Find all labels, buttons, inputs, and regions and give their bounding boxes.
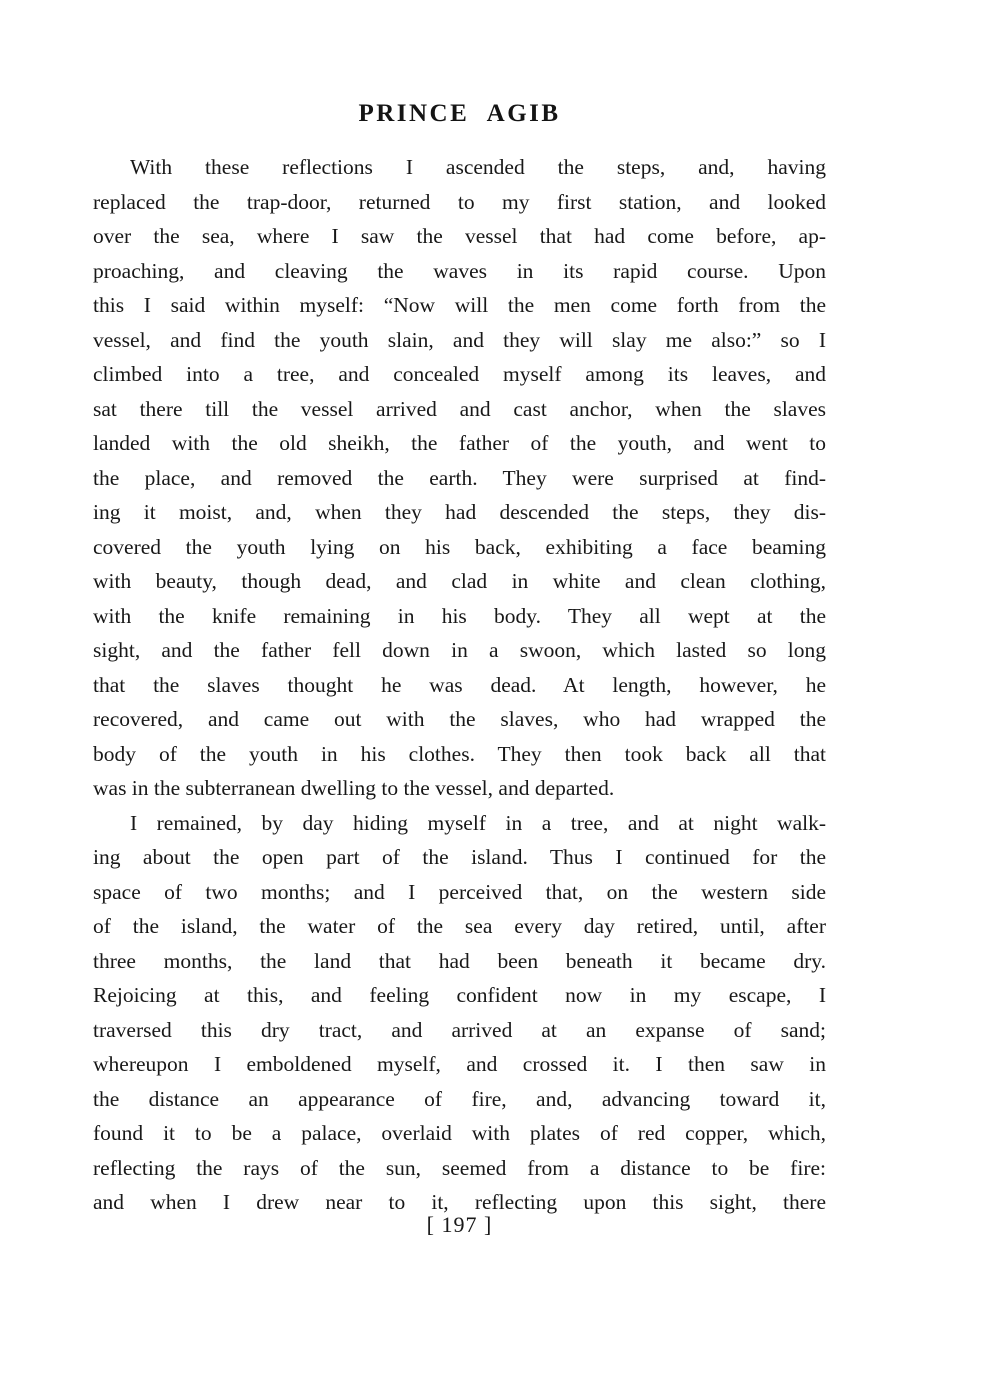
text-line: With these reflections I ascended the steps, and, having bbox=[130, 155, 826, 179]
text-line: three months, the land that had been beneath it became dry. bbox=[93, 948, 826, 973]
text-line: replaced the trap-door, returned to my first station, and looked bbox=[93, 189, 826, 214]
text-line: and when I drew near to it, reflecting upon this sight, there bbox=[93, 1190, 826, 1214]
page-title: PRINCE AGIB bbox=[358, 100, 561, 127]
text-line: reflecting the rays of the sun, seemed from a distance to be fire: bbox=[93, 1155, 826, 1180]
text-line: traversed this dry tract, and arrived at an expanse of sand; bbox=[93, 1017, 826, 1042]
text-line: body of the youth in his clothes. They then took back all that bbox=[93, 741, 826, 766]
text-block bbox=[93, 0, 826, 1382]
text-line: Rejoicing at this, and feeling confident now in my escape, I bbox=[93, 983, 826, 1007]
text-line: covered the youth lying on his back, exhibiting a face beaming bbox=[93, 534, 826, 559]
text-line: was in the subterranean dwelling to the vessel, and departed. bbox=[93, 776, 615, 800]
text-line: landed with the old sheikh, the father of the youth, and went to bbox=[93, 431, 826, 455]
text-line: with the knife remaining in his body. They all wept at the bbox=[93, 603, 826, 628]
text-line: sat there till the vessel arrived and cast anchor, when the slaves bbox=[93, 396, 826, 421]
page-number: [ 197 ] bbox=[426, 1212, 493, 1237]
text-line: climbed into a tree, and concealed myself among its leaves, and bbox=[93, 362, 826, 386]
text-line: the distance an appearance of fire, and, advancing toward it, bbox=[93, 1086, 826, 1111]
text-line: proaching, and cleaving the waves in its rapid course. Upon bbox=[93, 258, 826, 283]
text-line: over the sea, where I saw the vessel that had come before, ap- bbox=[93, 224, 826, 248]
text-line: found it to be a palace, overlaid with plates of red copper, which, bbox=[93, 1121, 826, 1145]
text-line: ing it moist, and, when they had descended the steps, they dis- bbox=[93, 500, 826, 524]
text-line: ing about the open part of the island. Thus I continued for the bbox=[93, 845, 826, 869]
text-line: vessel, and find the youth slain, and they will slay me also:” so I bbox=[93, 327, 826, 352]
text-line: the place, and removed the earth. They were surprised at find- bbox=[93, 465, 826, 490]
text-line: sight, and the father fell down in a swoon, which lasted so long bbox=[93, 638, 826, 662]
text-line: I remained, by day hiding myself in a tree, and at night walk- bbox=[130, 810, 826, 835]
text-line: of the island, the water of the sea every day retired, until, after bbox=[93, 914, 826, 938]
text-line: with beauty, though dead, and clad in white and clean clothing, bbox=[93, 569, 826, 593]
text-line: whereupon I emboldened myself, and crossed it. I then saw in bbox=[93, 1052, 826, 1076]
body-text bbox=[93, 150, 826, 1220]
text-line: this I said within myself: “Now will the men come forth from the bbox=[93, 293, 826, 317]
text-line: space of two months; and I perceived that, on the western side bbox=[93, 879, 826, 904]
text-line: that the slaves thought he was dead. At length, however, he bbox=[93, 672, 826, 697]
text-line: recovered, and came out with the slaves, who had wrapped the bbox=[93, 707, 826, 731]
